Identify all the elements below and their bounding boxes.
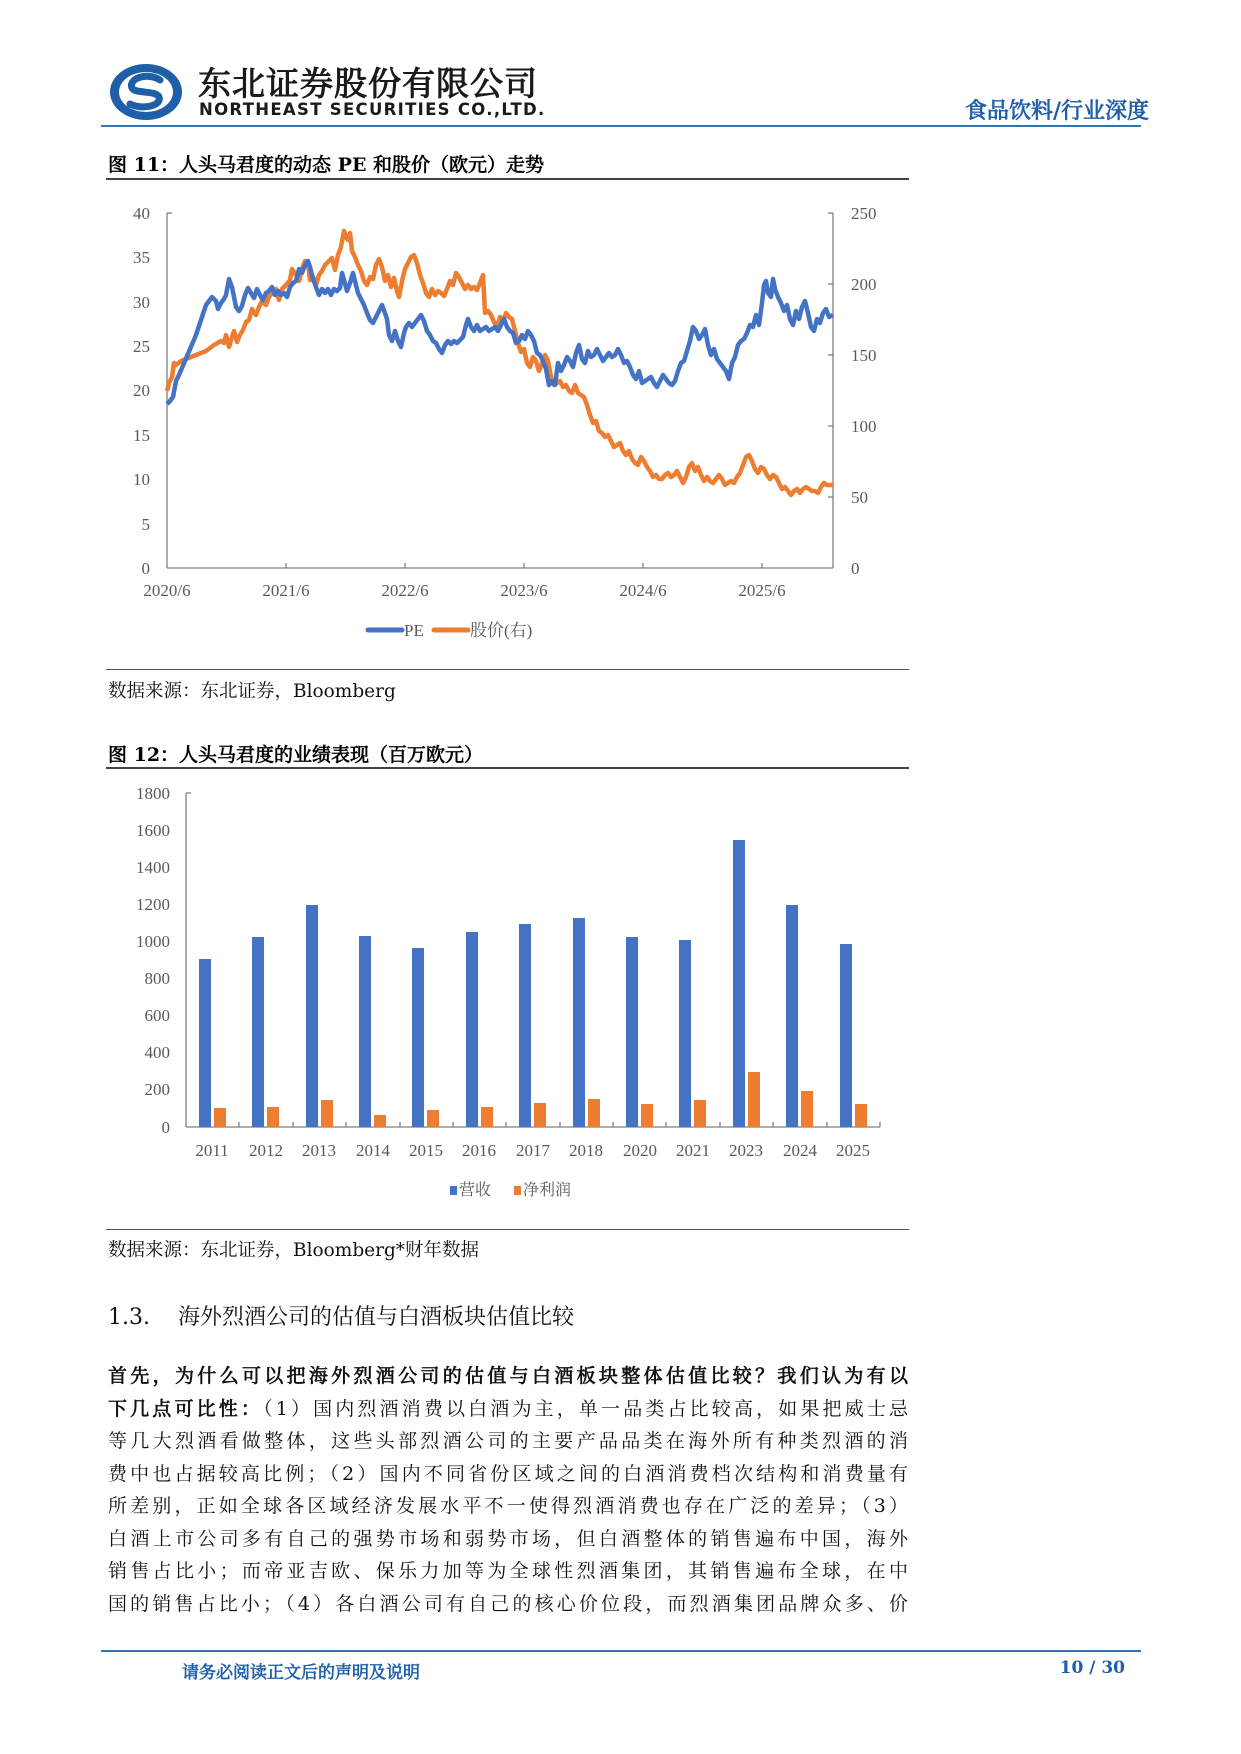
bar-profit-2013 [321,1100,333,1127]
paragraph-line-8: 国的销售占比小；（4）各白酒公司有自己的核心价位段，而烈酒集团品牌众多、价 [108,1592,908,1615]
figure-12-top-rule [106,767,909,769]
svg-text:2023/6: 2023/6 [500,581,548,600]
svg-text:200: 200 [144,1080,170,1099]
legend-profit-swatch [514,1186,521,1195]
bar-profit-2011 [214,1108,226,1127]
figure-12-source: 数据来源：东北证券，Bloomberg*财年数据 [108,1240,480,1261]
svg-text:40: 40 [133,204,150,223]
svg-text:2015: 2015 [409,1141,443,1160]
svg-text:2020/6: 2020/6 [143,581,191,600]
legend-price-label: 股价(右) [470,621,533,640]
bar-profit-2020 [641,1104,653,1127]
paragraph-line-4: 费中也占据较高比例；（2）国内不同省份区域之间的白酒消费档次结构和消费量有 [108,1462,908,1485]
svg-text:2016: 2016 [462,1141,496,1160]
svg-text:100: 100 [851,417,877,436]
svg-text:1000: 1000 [136,932,170,951]
svg-text:0: 0 [851,559,860,578]
svg-text:0: 0 [161,1118,170,1137]
section-heading [108,1300,574,1331]
svg-text:2025: 2025 [836,1141,870,1160]
figure-11-bottom-rule [106,669,909,670]
svg-text:250: 250 [851,204,877,223]
bar-profit-2014 [374,1115,386,1127]
bar-revenue-2023 [733,840,745,1127]
bar-revenue-2020 [626,937,638,1127]
company-name-en: NORTHEAST SECURITIES CO.,LTD. [199,100,546,119]
svg-text:2021/6: 2021/6 [262,581,310,600]
bar-profit-2018 [588,1099,600,1127]
legend-revenue-label: 营收 [459,1182,492,1199]
svg-text:1400: 1400 [136,858,170,877]
bar-revenue-2018 [573,918,585,1127]
svg-text:2025/6: 2025/6 [738,581,786,600]
svg-text:20: 20 [133,381,150,400]
svg-text:1200: 1200 [136,895,170,914]
x-axis [186,1122,880,1127]
paragraph-text: （1）国内烈酒消费以白酒为主，单一品类占比较高，如果把威士忌 [263,1397,908,1420]
svg-text:200: 200 [851,275,877,294]
bold-lead-line-2: 下几点可比性： [108,1397,264,1420]
legend-pe-label: PE [404,621,424,640]
legend-profit-label: 净利润 [523,1182,572,1199]
right-y-tick-labels [851,204,877,578]
svg-text:2023: 2023 [729,1141,763,1160]
header-divider [101,125,1141,127]
svg-text:400: 400 [144,1043,170,1062]
figure-11-legend [368,621,532,640]
legend-revenue-swatch [450,1186,457,1195]
page-number: 10 / 30 [1059,1658,1125,1678]
northeast-securities-logo-icon [108,62,184,122]
bar-revenue-2017 [519,924,531,1127]
y-axis [186,793,191,1127]
bar-revenue-2013 [306,905,318,1127]
svg-text:1600: 1600 [136,821,170,840]
footer-disclaimer: 请务必阅读正文后的声明及说明 [182,1663,420,1683]
x-tick-labels [195,1141,870,1160]
bar-revenue-2014 [359,936,371,1127]
x-axis [167,563,833,568]
company-name-cn: 东北证券股份有限公司 [198,64,538,103]
report-category: 食品饮料/行业深度 [964,98,1149,124]
svg-text:35: 35 [133,248,150,267]
svg-text:2020: 2020 [623,1141,657,1160]
bold-lead-line-1: 首先，为什么可以把海外烈酒公司的估值与白酒板块整体估值比较？我们认为有以 [108,1365,908,1387]
bar-profit-2015 [427,1110,439,1127]
company-logo [108,62,184,122]
figure-12-title: 图 12：人头马君度的业绩表现（百万欧元） [108,744,484,766]
x-tick-labels [143,581,785,600]
left-y-tick-labels [133,204,150,578]
svg-text:2018: 2018 [569,1141,603,1160]
svg-text:600: 600 [144,1006,170,1025]
figure-11-source: 数据来源：东北证券，Bloomberg [108,681,396,702]
bar-revenue-2015 [412,948,424,1127]
svg-text:30: 30 [133,293,150,312]
figure-12-bottom-rule [106,1229,909,1230]
paragraph-line-7: 销售占比小；而帝亚吉欧、保乐力加等为全球性烈酒集团，其销售遍布全球，在中 [108,1560,908,1582]
bar-revenue-2021 [679,940,691,1127]
body-paragraph [108,1360,908,1620]
bar-profit-2025 [855,1104,867,1127]
series-pe-line [167,261,833,404]
right-y-axis [828,213,833,568]
bar-profit-2024 [801,1091,813,1127]
svg-text:2011: 2011 [195,1141,229,1160]
footer-divider [101,1650,1141,1652]
svg-text:2013: 2013 [302,1141,336,1160]
svg-text:2012: 2012 [249,1141,283,1160]
bar-profit-2012 [267,1107,279,1127]
svg-text:2017: 2017 [516,1141,550,1160]
svg-text:10: 10 [133,470,150,489]
figure-11-line-chart [106,185,909,655]
svg-text:2014: 2014 [356,1141,390,1160]
paragraph-line-5: 所差别，正如全球各区域经济发展水平不一使得烈酒消费也存在广泛的差异；（3） [108,1495,908,1517]
figure-12-legend [450,1180,571,1199]
bar-revenue-2012 [252,937,264,1127]
svg-text:150: 150 [851,346,877,365]
svg-text:2022/6: 2022/6 [381,581,429,600]
paragraph-line-3: 等几大烈酒看做整体，这些头部烈酒公司的主要产品品类在海外所有种类烈酒的消 [108,1430,908,1452]
svg-text:1800: 1800 [136,784,170,803]
svg-text:2021: 2021 [676,1141,710,1160]
svg-text:2024: 2024 [783,1141,817,1160]
svg-text:15: 15 [133,426,150,445]
bar-revenue-2011 [199,959,211,1127]
paragraph-line-6: 白酒上市公司多有自己的强势市场和弱势市场，但白酒整体的销售遍布中国，海外 [108,1527,908,1550]
bar-profit-2021 [694,1100,706,1127]
svg-text:0: 0 [141,559,150,578]
bar-revenue-2016 [466,932,478,1127]
bar-profit-2023 [748,1072,760,1127]
bar-profit-2017 [534,1103,546,1127]
y-tick-labels [136,784,170,1137]
svg-text:2024/6: 2024/6 [619,581,667,600]
svg-text:25: 25 [133,337,150,356]
section-title: 海外烈酒公司的估值与白酒板块估值比较 [177,1305,574,1330]
svg-text:50: 50 [851,488,868,507]
section-number: 1.3. [108,1305,150,1330]
figure-11-title: 图 11：人头马君度的动态 PE 和股价（欧元）走势 [108,154,545,176]
svg-text:5: 5 [141,515,150,534]
bar-revenue-2024 [786,905,798,1127]
bar-profit-2016 [481,1107,493,1127]
paragraph-line-1 [108,1360,908,1393]
svg-text:800: 800 [144,969,170,988]
bar-revenue-2025 [840,944,852,1127]
figure-11-top-rule [106,178,909,180]
figure-12-bar-chart [106,775,909,1225]
paragraph-line-2 [108,1393,908,1426]
